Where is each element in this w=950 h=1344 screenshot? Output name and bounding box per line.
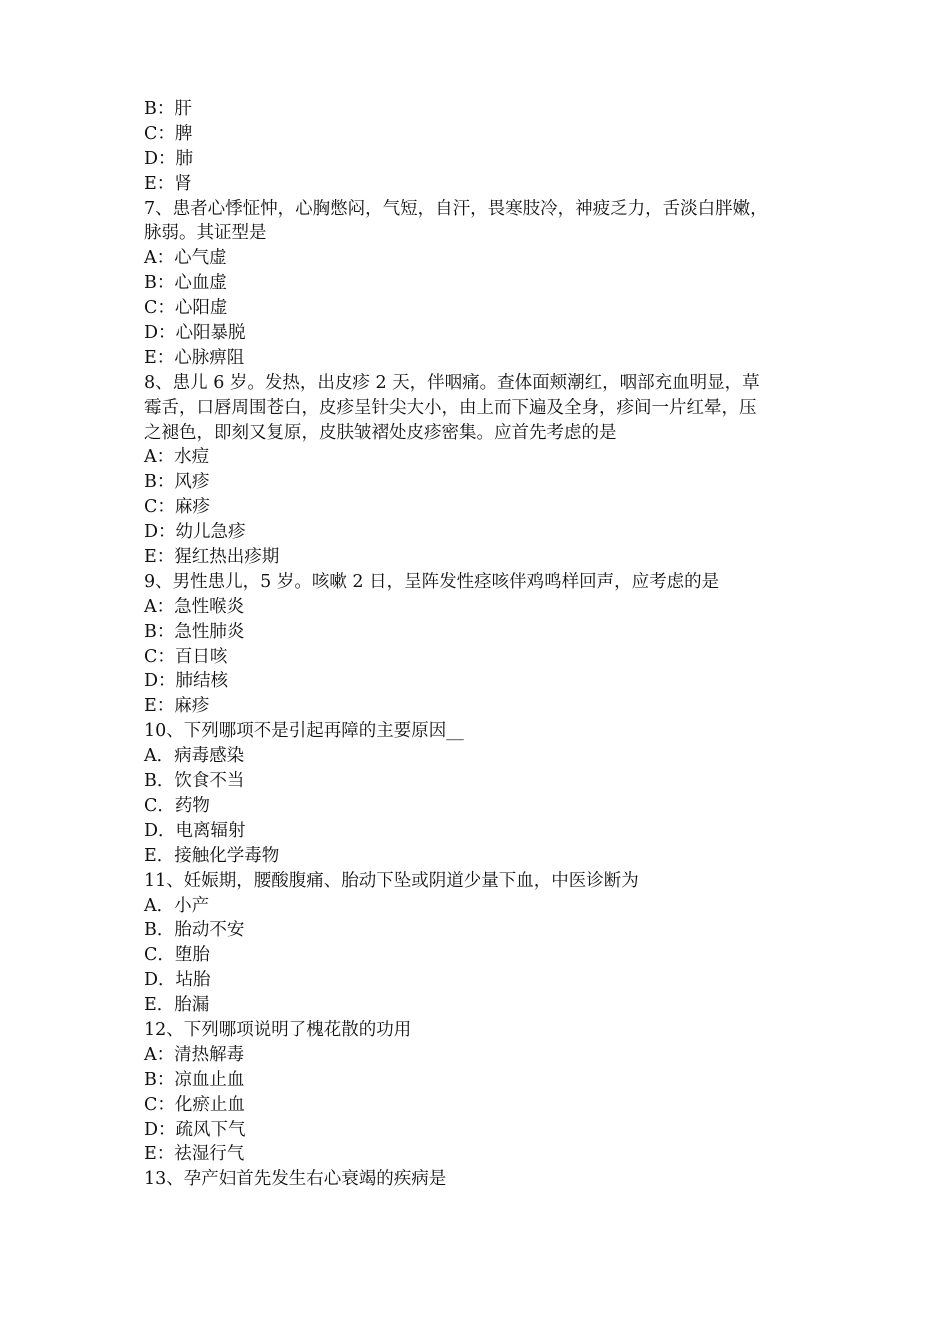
option-line: D：疏风下气: [144, 1119, 246, 1140]
option-line: B：肝: [144, 99, 192, 119]
document-body: [144, 97, 814, 1192]
option-line: C：化瘀止血: [144, 1094, 245, 1115]
question-line: 脉弱。其证型是: [144, 223, 267, 244]
option-line: C：百日咳: [144, 646, 228, 667]
question-line: 11、妊娠期，腰酸腹痛、胎动下坠或阴道少量下血，中医诊断为: [144, 870, 639, 891]
option-line: E．胎漏: [144, 995, 210, 1016]
option-line: B．胎动不安: [144, 920, 245, 941]
option-line: C：麻疹: [144, 497, 210, 518]
option-line: E：麻疹: [144, 696, 210, 717]
question-line: 8、患儿 6 岁。发热，出皮疹 2 天，伴咽痛。查体面颊潮红，咽部充血明显，草: [144, 372, 760, 393]
option-line: A．病毒感染: [144, 746, 245, 767]
option-line: C．药物: [144, 795, 210, 816]
option-line: A：清热解毒: [144, 1044, 245, 1065]
option-line: D：幼儿急疹: [144, 522, 246, 543]
option-line: B．饮食不当: [144, 771, 245, 792]
question-line: 霉舌，口唇周围苍白，皮疹呈针尖大小，由上而下遍及全身，疹间一片红晕，压: [144, 397, 757, 418]
question-line: 10、下列哪项不是引起再障的主要原因__: [144, 721, 464, 742]
option-line: C．堕胎: [144, 945, 210, 966]
option-line: A：水痘: [144, 447, 210, 468]
option-line: A：心气虚: [144, 248, 227, 269]
option-line: E：心脉痹阻: [144, 347, 245, 368]
option-line: E：祛湿行气: [144, 1144, 245, 1165]
option-line: B：凉血止血: [144, 1069, 245, 1090]
option-line: B：心血虚: [144, 273, 227, 294]
option-line: E：猩红热出疹期: [144, 547, 280, 568]
option-line: D．坫胎: [144, 970, 211, 991]
question-line: 12、下列哪项说明了槐花散的功用: [144, 1019, 412, 1040]
option-line: B：急性肺炎: [144, 621, 245, 642]
question-line: 13、孕产妇首先发生右心衰竭的疾病是: [144, 1169, 447, 1190]
option-line: D．电离辐射: [144, 820, 246, 841]
option-line: D：心阳暴脱: [144, 323, 246, 344]
question-line: 7、患者心悸怔忡，心胸憋闷，气短，自汗，畏寒肢冷，神疲乏力，舌淡白胖嫩，: [144, 198, 768, 219]
option-line: E．接触化学毒物: [144, 845, 280, 866]
question-line: 之褪色，即刻又复原，皮肤皱褶处皮疹密集。应首先考虑的是: [144, 422, 617, 443]
option-line: B：风疹: [144, 472, 210, 493]
option-line: C：心阳虚: [144, 298, 228, 319]
option-line: D：肺结核: [144, 671, 229, 692]
option-line: D：肺: [144, 148, 194, 169]
option-line: A：急性喉炎: [144, 596, 245, 617]
option-line: C：脾: [144, 123, 193, 144]
option-line: A．小产: [144, 895, 210, 916]
question-line: 9、男性患儿，5 岁。咳嗽 2 日，呈阵发性痉咳伴鸡鸣样回声，应考虑的是: [144, 571, 720, 592]
option-line: E：肾: [144, 173, 192, 194]
